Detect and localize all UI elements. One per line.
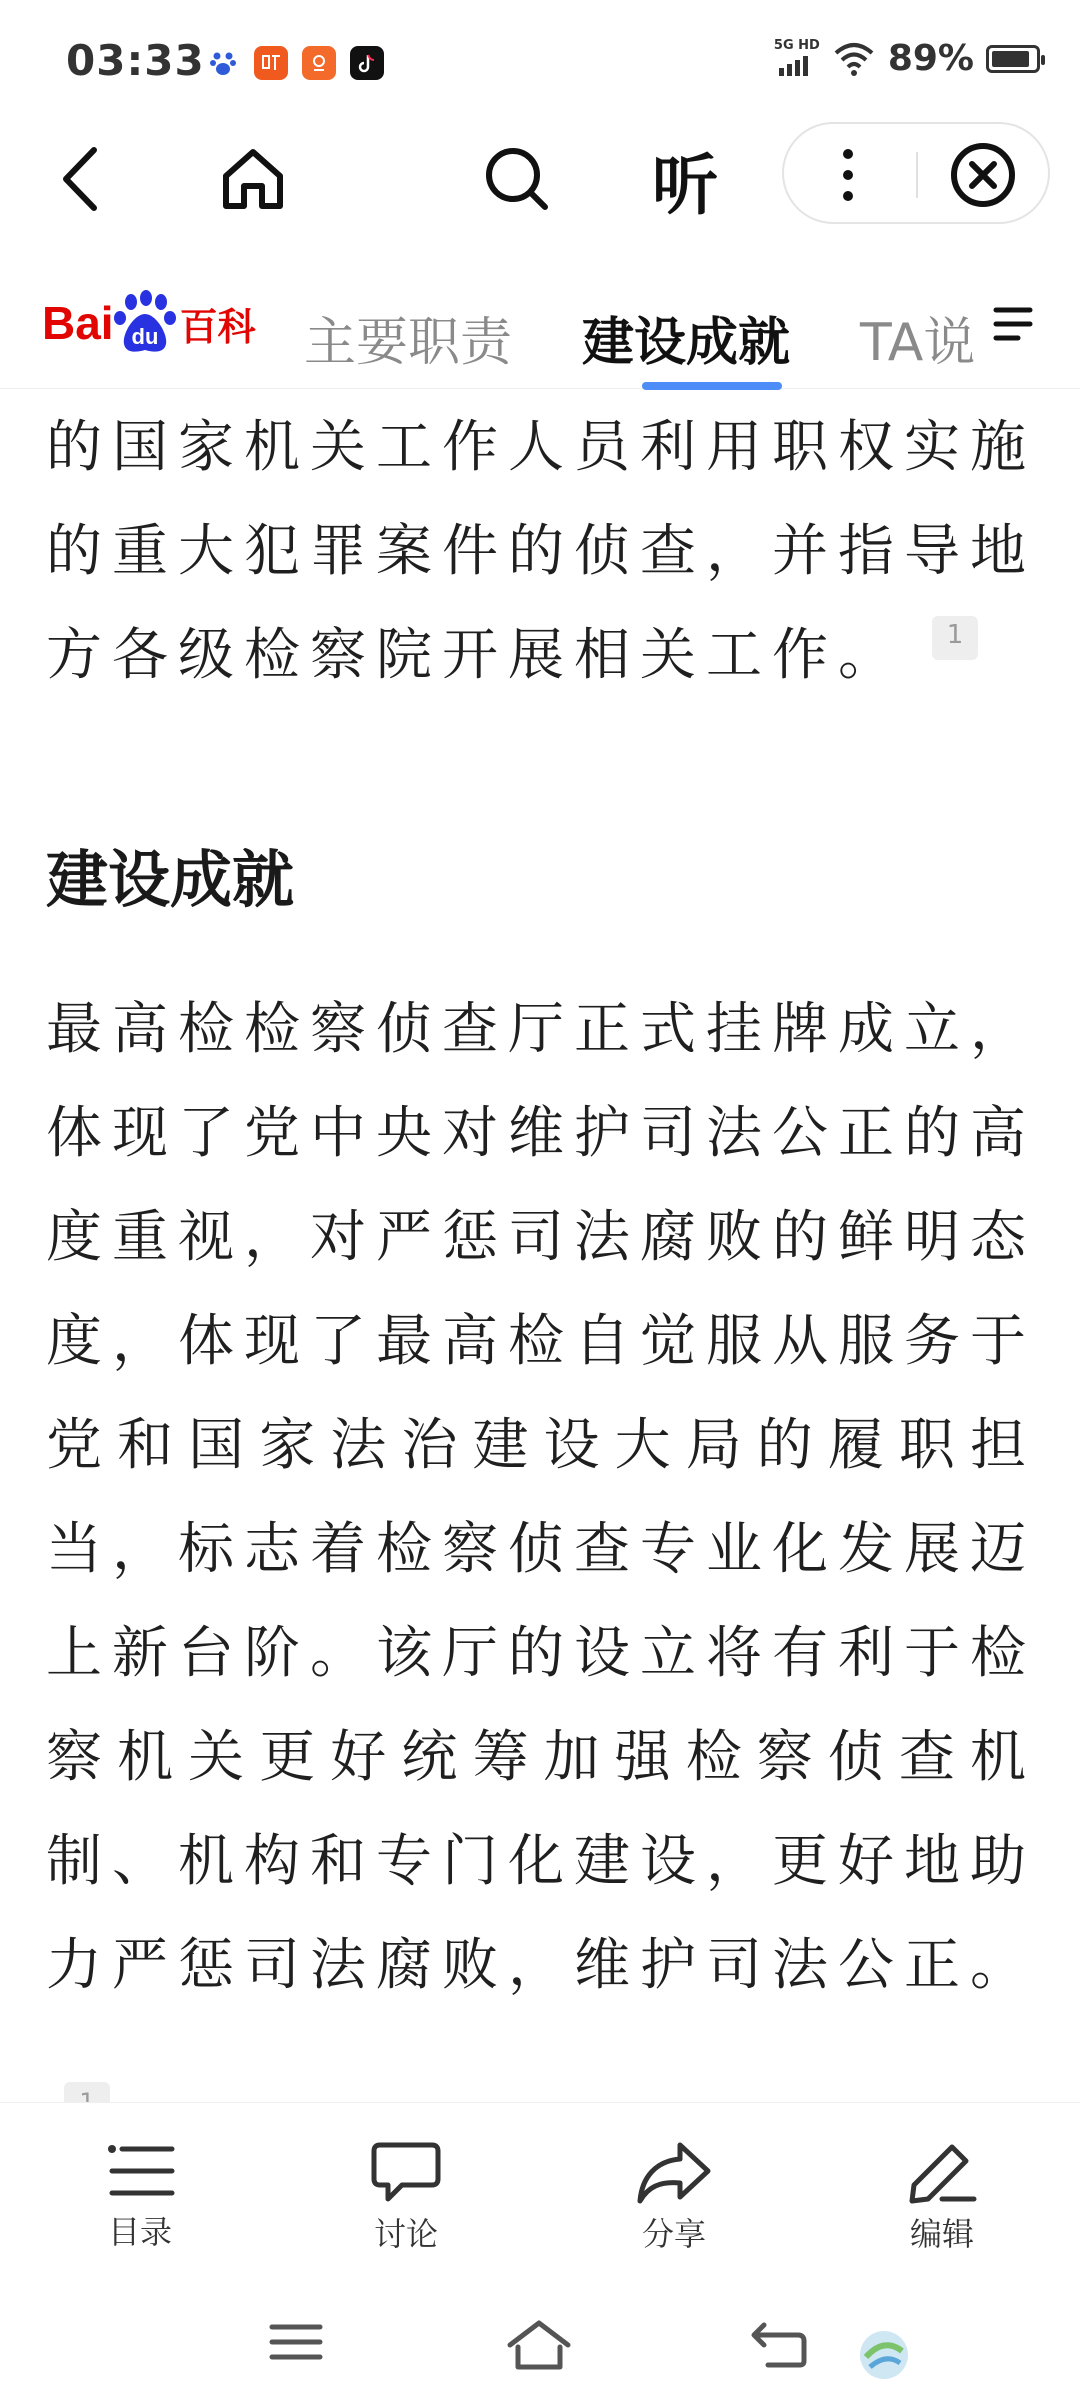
intro-paragraph [46,396,1036,708]
section-paragraph: 最高检检察侦查厅正式挂牌成立，体现了党中央对维护司法公正的高度重视，对严惩司法腐败的鲜明态度，体现了最高检自觉服从服务于党和国家法治建设大局的履职担当，标志着检察侦查专业化发展迈上新台阶。该厅的设立将有利于检察机关更好统筹加强检察侦查机制、机构和专门化建设，更好地助力严惩司法腐败，维护司法公正。 [46,997,1036,1998]
toolbar-share-label: 分享 [641,2215,706,2253]
toolbar-discuss-label: 讨论 [373,2215,438,2253]
signal-label: 5G HD [773,38,820,53]
baidu-paw-logo-icon [112,290,178,356]
list-icon [104,2141,176,2203]
tab-main-duties[interactable]: 主要职责 [304,313,513,373]
search-button[interactable] [472,134,562,224]
tab-achievements-label: 建设成就 [582,313,791,373]
listen-button[interactable] [640,134,730,224]
logo-baike: 百科 [179,304,256,349]
battery-fill [992,51,1029,67]
status-right [774,38,1040,79]
battery-icon [986,45,1040,73]
chat-bubble-icon [370,2141,442,2205]
logo-du: du [131,324,159,349]
back-button[interactable] [36,134,126,224]
catalog-menu-button[interactable] [990,300,1040,348]
system-home-icon [504,2317,574,2373]
home-icon [218,146,288,212]
share-icon [636,2141,712,2205]
toolbar-edit-label: 编辑 [909,2215,974,2253]
capsule-divider [916,152,918,198]
more-button[interactable] [828,146,868,204]
bottom-toolbar [0,2102,1080,2288]
mini-program-capsule [782,122,1050,224]
back-arrow-icon [56,144,106,214]
toolbar-share[interactable] [584,2141,764,2255]
assistant-orb-icon[interactable] [856,2327,926,2387]
search-icon [481,143,553,215]
recent-apps-icon [266,2317,326,2367]
section-heading: 建设成就 [46,843,295,916]
section-tabs [304,300,976,375]
logo-bai: Bai [42,297,114,349]
toolbar-discuss[interactable] [316,2141,496,2255]
toolbar-edit[interactable] [852,2141,1032,2255]
status-time: 03:33 [66,36,205,85]
status-bar [0,0,1080,120]
wifi-icon [832,41,876,77]
intro-text: 的国家机关工作人员利用职权实施的重大犯罪案件的侦查，并指导地方各级检察院开展相关工作。 [46,415,1036,688]
citation-badge-partial[interactable] [64,2082,110,2104]
system-navigation-bar [0,2287,1080,2408]
browser-nav [0,120,1080,240]
close-circle-icon [948,140,1018,210]
citation-badge[interactable]: 1 [932,616,978,660]
system-menu-button[interactable] [266,2317,336,2377]
system-back-icon [748,2317,810,2371]
baidu-baike-logo[interactable] [42,290,256,356]
toolbar-catalog[interactable] [50,2141,230,2253]
tiktok-icon [350,46,384,80]
more-vertical-icon [828,146,868,204]
tab-achievements[interactable] [582,300,790,375]
article-content [46,388,1036,2018]
battery-percent: 89% [887,38,974,79]
shopping-app-icon [302,46,336,80]
system-home-button[interactable] [504,2317,574,2377]
notification-icons [206,46,384,80]
cell-signal-icon [777,54,817,76]
listen-app-icon [254,46,288,80]
menu-lines-icon [990,300,1040,348]
section-tab-bar [0,270,1080,389]
edit-icon [906,2141,978,2205]
baidu-paw-icon [206,46,240,80]
home-button[interactable] [208,134,298,224]
toolbar-catalog-label: 目录 [107,2213,172,2251]
close-button[interactable] [948,140,1018,210]
listen-label: 听 [652,146,718,224]
system-back-button[interactable] [748,2317,818,2377]
signal-indicator [774,38,820,79]
tab-ta-says[interactable]: TA说 [860,313,976,373]
